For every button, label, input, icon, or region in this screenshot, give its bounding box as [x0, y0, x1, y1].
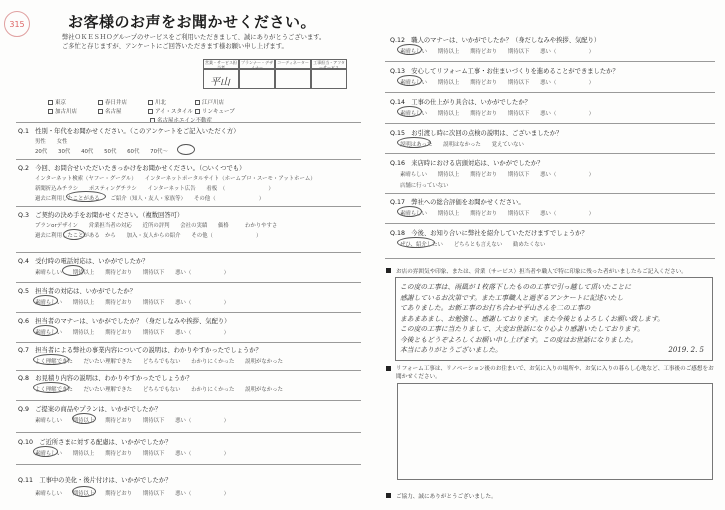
q6-answer-circle: [33, 325, 58, 336]
q13-answer-circle: [397, 75, 422, 86]
q18-answer-circle: [397, 237, 435, 248]
divider: [385, 92, 715, 93]
staff-header: コーディネーター: [275, 59, 311, 69]
q3-answer-circle: [63, 229, 85, 240]
divider: [385, 123, 715, 124]
question-q16: Q.16 来店時における店頭対応は、いかがでしたか？: [390, 160, 544, 167]
divider: [385, 61, 715, 62]
divider: [16, 159, 361, 160]
q8-options[interactable]: よく理解できた だいたい理解できた どちらでもない わかりにくかった 説明がなかった: [35, 387, 283, 393]
question-q7: Q.7 担当者による弊社の事業内容についての説明は、わかりやすかったでしょうか？: [18, 347, 262, 354]
branch-option[interactable]: リンキューブ: [195, 107, 235, 115]
question-q8: Q.8 お見積り内容の説明は、わかりやすかったでしょうか？: [18, 375, 193, 382]
bullet-icon: [386, 366, 391, 371]
comment-date: 2019. 2. 5: [668, 346, 704, 354]
receipt-stamp: 315: [4, 11, 30, 37]
q7-options[interactable]: よく理解できた だいたい理解できた どちらでもない わかりにくかった 説明がなかった: [35, 359, 283, 365]
q4-options[interactable]: 素晴らしい 期待以上 期待どおり 期待以下 悪い（ ）: [35, 270, 230, 276]
comments-prompt: お店の雰囲気や印象、または、営業（サービス）担当者や職人で特に印象に残った者がいましたらご記入ください。: [396, 269, 687, 275]
handwritten-line: 本当にありがとうございました。: [400, 346, 502, 354]
branch-option[interactable]: 加古川店: [48, 107, 77, 115]
question-q3: Q.3 ご契約の決め手をお聞かせください。（複数回答可）: [18, 212, 184, 219]
q12-answer-circle: [397, 44, 422, 55]
q7-answer-circle: [33, 354, 69, 365]
divider: [16, 312, 361, 313]
q15-answer-circle: [397, 137, 431, 148]
q17-answer-circle: [397, 206, 422, 217]
q15-options[interactable]: 説明はあった 説明はなかった 覚えていない: [400, 142, 524, 148]
q12-options[interactable]: 素晴らしい 期待以上 期待どおり 期待以下 悪い（ ）: [400, 49, 595, 55]
q4-answer-circle: [62, 265, 84, 276]
q1-answer-circle: [177, 144, 195, 155]
question-q4: Q.4 受付時の電話対応は、いかがでしたか？: [18, 258, 149, 265]
intro-line: ご多忙と存じますが、アンケートにご回答いただきます様お願い申し上げます。: [62, 43, 288, 50]
q10-options[interactable]: 素晴らしい 期待以上 期待どおり 期待以下 悪い（ ）: [35, 451, 230, 457]
divider: [16, 464, 361, 465]
q16-options[interactable]: 素晴らしい 期待以上 期待どおり 期待以下 悪い（ ）: [400, 172, 595, 178]
handwritten-line: この度の工事は、雨風が１枚落下したものの工事で引っ越して頂いたことに: [400, 283, 632, 291]
bullet-icon: [386, 493, 391, 498]
q18-options[interactable]: ぜひ、紹介したい どちらとも言えない 勧めたくない: [400, 242, 546, 248]
handwritten-line: この度の工事に当たりまして、大変お世話になり心より感謝いたしております。: [400, 325, 645, 333]
question-q10: Q.10 ご近所さまに対する配慮は、いかがでしたか？: [18, 439, 172, 446]
q1-options[interactable]: 20代 30代 40代 50代 60代 70代〜: [35, 149, 168, 155]
divider: [385, 223, 715, 224]
q11-answer-circle: [72, 486, 96, 497]
staff-cell[interactable]: [275, 69, 311, 89]
staff-header: プランナー・デザイナー: [241, 60, 273, 70]
branch-option[interactable]: 川北: [148, 98, 166, 106]
comments-box[interactable]: [395, 277, 713, 361]
intro-line: 弊社ＯＫＥＳＨＯグループのサービスをご利用いただきまして、誠にありがとうございます。: [62, 34, 326, 41]
handwritten-line: 感謝しているお次第です。また工事職人と過ぎるアンケートに記述いたし: [400, 293, 624, 302]
intro-text: [62, 33, 325, 51]
q5-answer-circle: [33, 295, 58, 306]
q8-answer-circle: [33, 382, 69, 393]
question-q2: Q.2 今回、お問合せいただいたきっかけをお聞かせください。（○いくつでも）: [18, 165, 246, 172]
q2-options[interactable]: インターネット検索（ヤフー・グーグル） インターネットポータルサイト（ホームプロ・スーモ・アットホーム）: [35, 176, 316, 182]
q1-options[interactable]: 男性 女性: [35, 139, 68, 145]
q9-answer-circle: [72, 413, 96, 424]
question-q13: Q.13 安心してリフォーム工事・お住まいづくりを進めることができましたか？: [390, 68, 619, 75]
staff-cell[interactable]: [311, 69, 347, 89]
reform-comments-box[interactable]: [397, 383, 713, 480]
divider: [16, 282, 361, 283]
branch-option[interactable]: 江戸川店: [195, 98, 224, 106]
q9-options[interactable]: 素晴らしい 期待以上 期待どおり 期待以下 悪い（ ）: [35, 418, 230, 424]
q6-options[interactable]: 素晴らしい 期待以上 期待どおり 期待以下 悪い（ ）: [35, 330, 230, 336]
question-q14: Q.14 工事の仕上がり具合は、いかがでしたか？: [390, 99, 531, 106]
divider: [16, 342, 361, 343]
branch-option[interactable]: 名古屋: [98, 107, 122, 115]
q11-options[interactable]: 素晴らしい 期待以上 期待どおり 期待以下 悪い（ ）: [35, 491, 230, 497]
branch-option[interactable]: アイ・スタイル: [148, 107, 193, 115]
question-q5: Q.5 担当者の対応は、いかがでしたか？: [18, 288, 137, 295]
question-q15: Q.15 お引渡し時に次回の点検の説明は、ございましたか？: [390, 130, 563, 137]
staff-cell[interactable]: [239, 69, 275, 89]
question-q18: Q.18 今後、お知り合いに弊社を紹介していただけますでしょうか？: [390, 230, 588, 237]
footer-thanks: ご協力、誠にありがとうございました。: [396, 494, 497, 500]
q3-options[interactable]: 過去に利用したことがある から 加入・友人からの紹介 その他（ ）: [35, 233, 262, 239]
bullet-icon: [386, 268, 391, 273]
handwritten-line: てありました。お新工事のお打ち合わせ平山さんを二の工事の: [400, 304, 591, 312]
branch-option[interactable]: 東京: [48, 98, 66, 106]
staff-header: 営業・サービス担当者: [205, 60, 237, 70]
handwritten-comment: [400, 282, 710, 356]
q14-options[interactable]: 素晴らしい 期待以上 期待どおり 期待以下 悪い（ ）: [400, 111, 595, 117]
reform-prompt: リフォーム工事は、リノベーション後のお住まいで、お気に入りの場所や、お気に入りの暮らし心地など、工事後のご感想をお聞かせください。: [396, 366, 714, 380]
divider: [16, 432, 361, 433]
divider: [385, 193, 715, 194]
divider: [16, 252, 361, 253]
staff-signature: 平山: [210, 77, 230, 88]
q2-options[interactable]: 新聞折込みチラシ ポスティングチラシ インターネット広告 看板 （ ）: [35, 186, 274, 192]
question-q11: Q.11 工事中の美化・後片付けは、いかがでしたか？: [18, 477, 172, 484]
q10-answer-circle: [33, 446, 58, 457]
handwritten-line: 今後ともどうぞよろしくお願い申し上げます。この度はお世話になりました。: [400, 335, 638, 344]
branch-option[interactable]: 名古屋ホエイン不動産: [150, 116, 212, 124]
question-q12: Q.12 職人のマナーは、いかがでしたか？（身だしなみや挨拶、気配り）: [390, 37, 601, 44]
q17-options[interactable]: 素晴らしい 期待以上 期待どおり 期待以下 悪い（ ）: [400, 211, 595, 217]
question-q1: Q.1 性別・年代をお聞かせください。（このアンケートをご記入いただく方）: [18, 128, 240, 135]
q2-options[interactable]: 過去に利用したことがある ご紹介（知人・友人・家族等） その他（ ）: [35, 196, 265, 202]
divider: [385, 258, 715, 259]
q2-answer-circle: [66, 191, 106, 202]
staff-header: 工事担当・アフターサービス: [311, 59, 347, 69]
handwritten-line: まあまあまし、お勉強し、感謝しております。また今後ともよろしくお願い致します。: [400, 314, 664, 323]
q5-options[interactable]: 素晴らしい 期待以上 期待どおり 期待以下 悪い（ ）: [35, 300, 230, 306]
branch-option[interactable]: 春日井店: [98, 98, 127, 106]
question-q17: Q.17 弊社への総合評価をお聞かせください。: [390, 199, 525, 206]
page-title: お客様のお声をお聞かせください。: [68, 13, 317, 31]
q14-answer-circle: [397, 106, 422, 117]
q13-options[interactable]: 素晴らしい 期待以上 期待どおり 期待以下 悪い（ ）: [400, 80, 595, 86]
divider: [16, 206, 361, 207]
divider: [16, 400, 361, 401]
divider: [16, 122, 361, 123]
question-q9: Q.9 ご提案の商品やプランは、いかがでしたか？: [18, 406, 162, 413]
q16-options[interactable]: 店舗に行っていない: [400, 183, 449, 189]
q3-options[interactable]: プランorデザイン 営業担当者の対応 近所の評判 会社の実績 価格 わかりやすさ: [35, 223, 278, 229]
divider: [16, 370, 361, 371]
divider: [385, 153, 715, 154]
question-q6: Q.6 担当者のマナーは、いかがでしたか？（身だしなみや挨拶、気配り）: [18, 318, 231, 325]
